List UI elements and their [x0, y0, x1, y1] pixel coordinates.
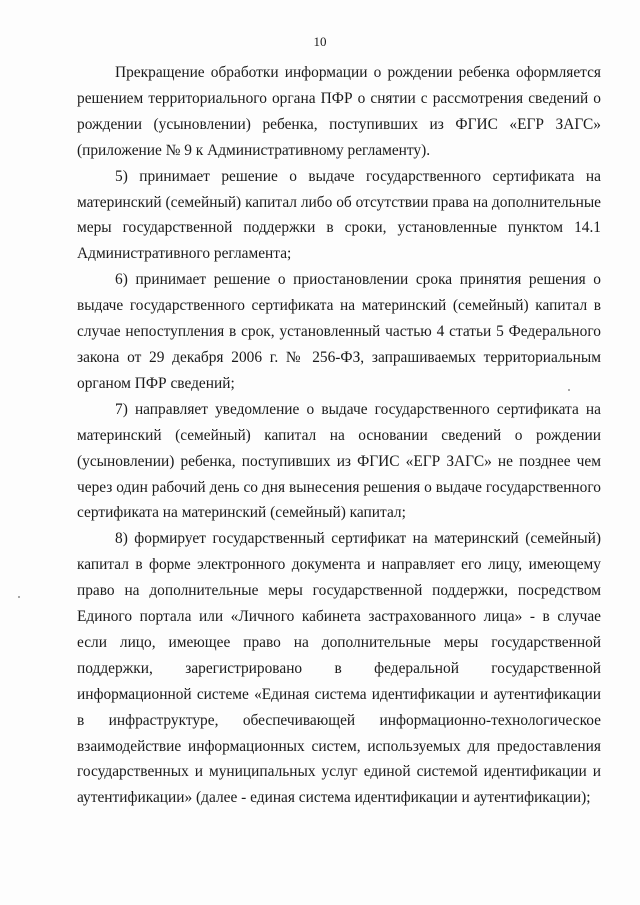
paragraph-item-6: 6) принимает решение о приостановлении срока принятия решения о выдаче государственного сертификата на материнский (семейный) капитал в случае непоступления в срок, установленный частью 4 статьи 5 Федерального закона от 29 декабря 2006 г. № 256-ФЗ, запрашиваемых территориальным органом ПФР сведений; [77, 271, 601, 392]
paragraph-item-5: 5) принимает решение о выдаче государственного сертификата на материнский (семейный) капитал либо об отсутствии права на дополнительные меры государственной поддержки в сроки, установленные пунктом 14.1 Административного регламента; [77, 167, 601, 263]
paragraph-processing-termination: Прекращение обработки информации о рождении ребенка оформляется решением территориального органа ПФР о снятии с рассмотрения сведений о рождении (усыновлении) ребенка, поступивших из ФГИС «ЕГР ЗАГС» (приложение № 9 к Административному регламенту). [77, 64, 601, 159]
paragraph-item-8: 8) формирует государственный сертификат на материнский (семейный) капитал в форме электронного документа и направляет его лицу, имеющему право на дополнительные меры государственной поддержки, посредством Единого портала или «Личного кабинета застрахованного лица» - в случае если лицо, имеющее право на дополнительные меры государственной поддержки, зарегистрировано в федеральной государственной информационной системе «Единая система идентификации и аутентификации в инфраструктуре, обеспечивающей информационно-технологическое взаимодействие информационных систем, используемых для предоставления государственных и муниципальных услуг единой системой идентификации и аутентификации» (далее - единая система идентификации и аутентификации); [77, 530, 601, 807]
scan-speck [568, 389, 570, 391]
document-body [77, 60, 601, 811]
paragraph-item-7: 7) направляет уведомление о выдаче государственного сертификата на материнский (семейный) капитал на основании сведений о рождении (усыновлении) ребенка, поступивших из ФГИС «ЕГР ЗАГС» не позднее чем через один рабочий день со дня вынесения решения о выдаче государственного сертификата на материнский (семейный) капитал; [77, 400, 601, 522]
scan-speck [18, 596, 20, 598]
page-number: 10 [313, 34, 327, 49]
